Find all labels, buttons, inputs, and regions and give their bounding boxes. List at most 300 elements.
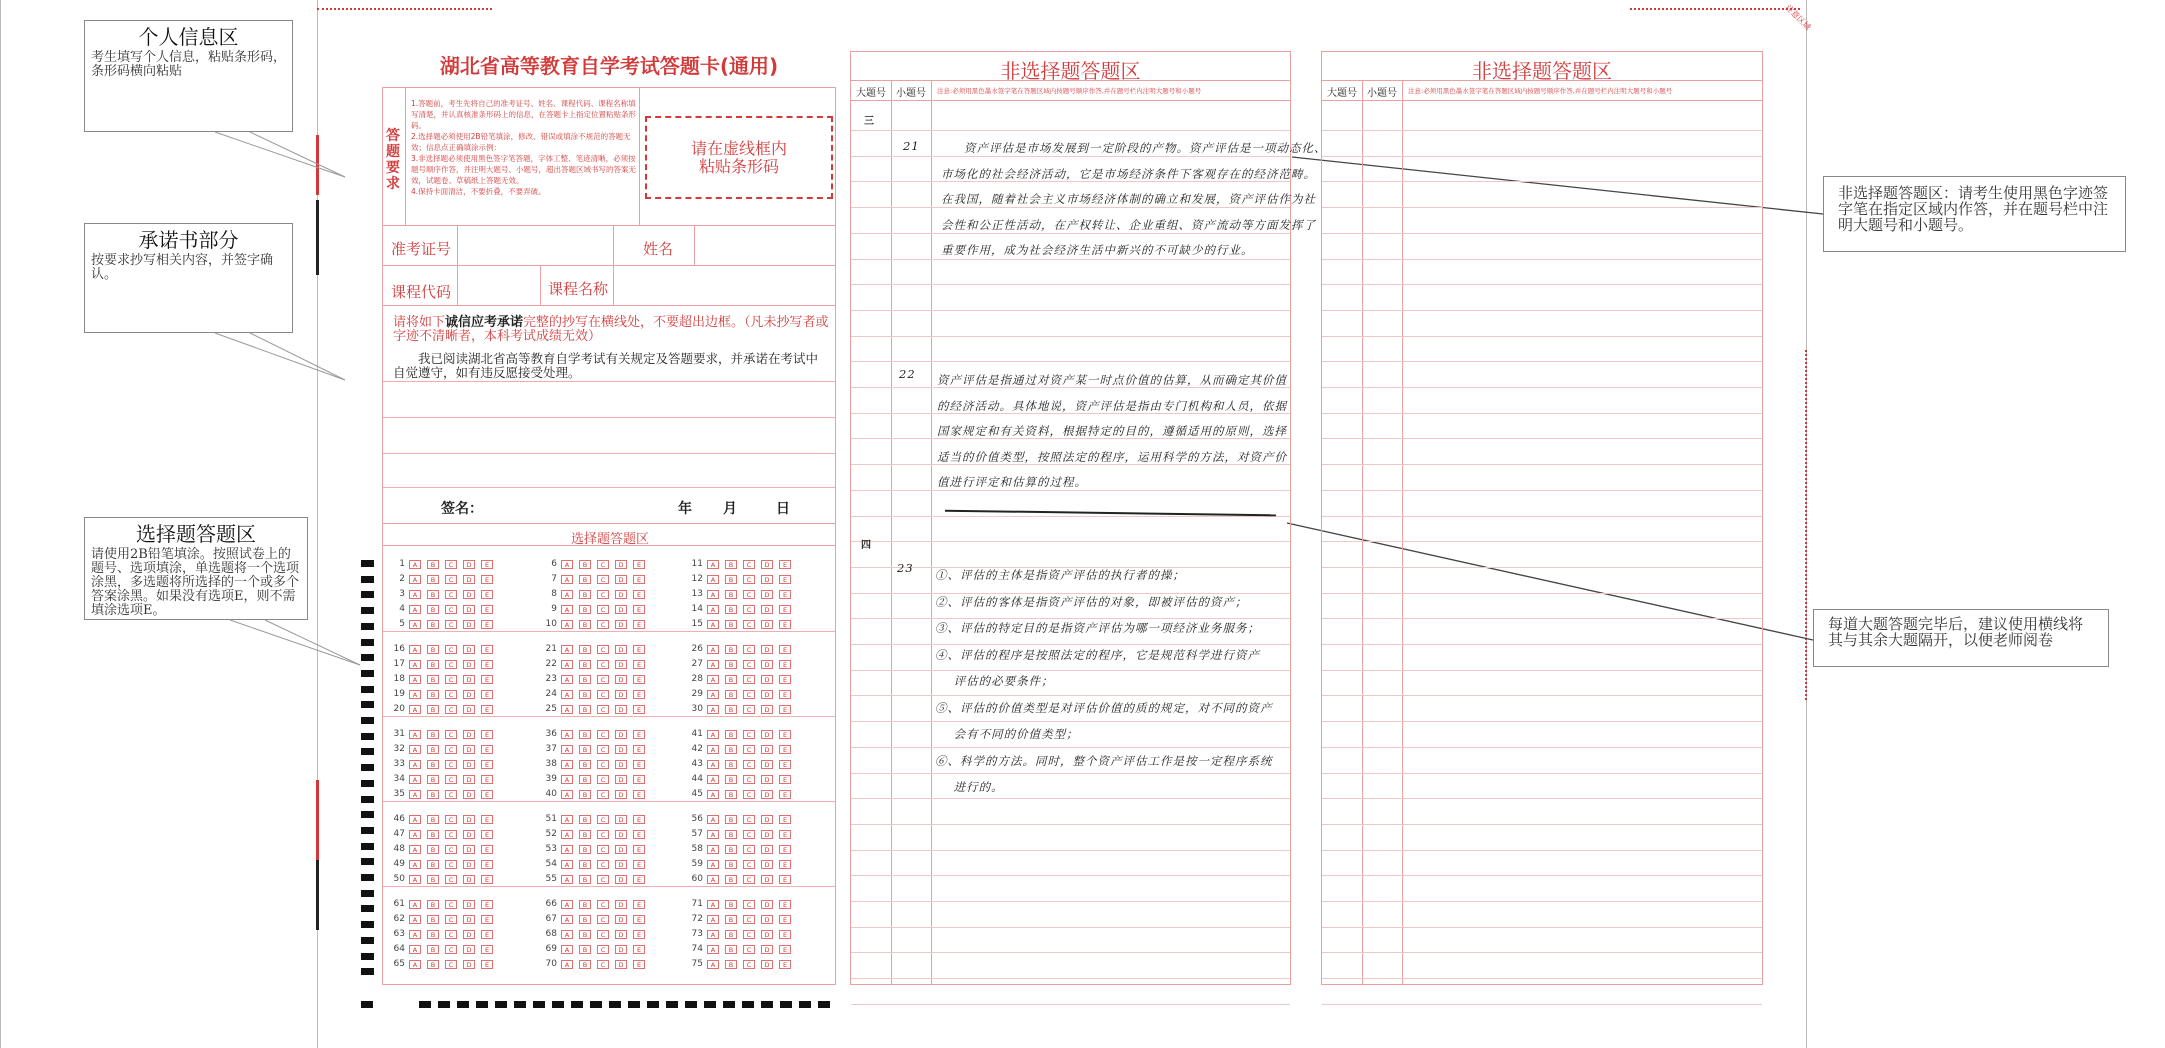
choice-bubble-b[interactable]: B <box>427 560 439 569</box>
choice-bubble-c[interactable]: C <box>445 860 457 869</box>
choice-bubble-b[interactable]: B <box>427 730 439 739</box>
choice-bubble-a[interactable]: A <box>409 620 421 629</box>
choice-bubble-c[interactable]: C <box>445 915 457 924</box>
choice-bubble-d[interactable]: D <box>761 760 773 769</box>
choice-bubble-c[interactable]: C <box>597 620 609 629</box>
choice-bubble-b[interactable]: B <box>579 845 591 854</box>
choice-bubble-b[interactable]: B <box>427 960 439 969</box>
choice-bubble-d[interactable]: D <box>463 900 475 909</box>
choice-bubble-d[interactable]: D <box>463 560 475 569</box>
choice-bubble-b[interactable]: B <box>725 775 737 784</box>
choice-bubble-b[interactable]: B <box>725 960 737 969</box>
choice-bubble-b[interactable]: B <box>579 930 591 939</box>
choice-bubble-d[interactable]: D <box>761 690 773 699</box>
choice-bubble-d[interactable]: D <box>615 730 627 739</box>
choice-bubble-a[interactable]: A <box>707 705 719 714</box>
choice-bubble-b[interactable]: B <box>579 575 591 584</box>
choice-bubble-b[interactable]: B <box>725 705 737 714</box>
choice-bubble-a[interactable]: A <box>561 960 573 969</box>
choice-bubble-b[interactable]: B <box>427 745 439 754</box>
choice-bubble-e[interactable]: E <box>481 815 493 824</box>
choice-bubble-a[interactable]: A <box>409 790 421 799</box>
choice-bubble-e[interactable]: E <box>633 560 645 569</box>
choice-bubble-a[interactable]: A <box>409 945 421 954</box>
choice-bubble-b[interactable]: B <box>427 760 439 769</box>
choice-bubble-c[interactable]: C <box>597 830 609 839</box>
choice-bubble-a[interactable]: A <box>409 560 421 569</box>
choice-bubble-c[interactable]: C <box>743 815 755 824</box>
choice-bubble-d[interactable]: D <box>761 960 773 969</box>
choice-bubble-b[interactable]: B <box>579 830 591 839</box>
choice-bubble-e[interactable]: E <box>633 845 645 854</box>
choice-bubble-a[interactable]: A <box>409 675 421 684</box>
choice-bubble-a[interactable]: A <box>707 960 719 969</box>
choice-bubble-c[interactable]: C <box>445 590 457 599</box>
choice-bubble-d[interactable]: D <box>463 945 475 954</box>
choice-bubble-d[interactable]: D <box>761 575 773 584</box>
choice-bubble-c[interactable]: C <box>445 660 457 669</box>
choice-bubble-d[interactable]: D <box>761 660 773 669</box>
choice-bubble-a[interactable]: A <box>707 645 719 654</box>
choice-bubble-b[interactable]: B <box>725 575 737 584</box>
choice-bubble-b[interactable]: B <box>579 945 591 954</box>
choice-bubble-c[interactable]: C <box>743 645 755 654</box>
choice-bubble-e[interactable]: E <box>633 915 645 924</box>
choice-bubble-c[interactable]: C <box>743 745 755 754</box>
choice-bubble-a[interactable]: A <box>561 690 573 699</box>
choice-bubble-c[interactable]: C <box>743 575 755 584</box>
choice-bubble-c[interactable]: C <box>597 705 609 714</box>
choice-bubble-d[interactable]: D <box>761 790 773 799</box>
choice-bubble-a[interactable]: A <box>561 945 573 954</box>
choice-bubble-a[interactable]: A <box>409 660 421 669</box>
choice-bubble-a[interactable]: A <box>707 790 719 799</box>
choice-bubble-a[interactable]: A <box>707 775 719 784</box>
choice-bubble-a[interactable]: A <box>409 730 421 739</box>
choice-bubble-e[interactable]: E <box>481 915 493 924</box>
choice-bubble-a[interactable]: A <box>707 590 719 599</box>
choice-bubble-e[interactable]: E <box>779 960 791 969</box>
choice-bubble-a[interactable]: A <box>707 760 719 769</box>
choice-bubble-b[interactable]: B <box>725 915 737 924</box>
choice-bubble-b[interactable]: B <box>579 915 591 924</box>
choice-bubble-c[interactable]: C <box>445 560 457 569</box>
choice-bubble-d[interactable]: D <box>615 815 627 824</box>
choice-bubble-e[interactable]: E <box>481 845 493 854</box>
choice-bubble-b[interactable]: B <box>725 860 737 869</box>
choice-bubble-c[interactable]: C <box>597 775 609 784</box>
choice-bubble-e[interactable]: E <box>779 930 791 939</box>
choice-bubble-e[interactable]: E <box>633 730 645 739</box>
choice-bubble-d[interactable]: D <box>615 575 627 584</box>
choice-bubble-c[interactable]: C <box>743 875 755 884</box>
choice-bubble-e[interactable]: E <box>481 690 493 699</box>
choice-bubble-a[interactable]: A <box>707 830 719 839</box>
choice-bubble-c[interactable]: C <box>445 675 457 684</box>
choice-bubble-c[interactable]: C <box>743 830 755 839</box>
choice-bubble-d[interactable]: D <box>761 860 773 869</box>
choice-bubble-c[interactable]: C <box>743 930 755 939</box>
choice-bubble-c[interactable]: C <box>597 690 609 699</box>
choice-bubble-e[interactable]: E <box>779 705 791 714</box>
choice-bubble-d[interactable]: D <box>761 745 773 754</box>
choice-bubble-d[interactable]: D <box>615 705 627 714</box>
choice-bubble-a[interactable]: A <box>409 900 421 909</box>
choice-bubble-e[interactable]: E <box>633 620 645 629</box>
choice-bubble-a[interactable]: A <box>707 605 719 614</box>
pledge-write-line-1[interactable] <box>387 384 833 414</box>
choice-bubble-b[interactable]: B <box>579 760 591 769</box>
choice-bubble-e[interactable]: E <box>633 900 645 909</box>
choice-bubble-a[interactable]: A <box>561 790 573 799</box>
choice-bubble-d[interactable]: D <box>615 790 627 799</box>
choice-bubble-a[interactable]: A <box>561 575 573 584</box>
choice-bubble-c[interactable]: C <box>597 730 609 739</box>
choice-bubble-b[interactable]: B <box>579 815 591 824</box>
choice-bubble-e[interactable]: E <box>633 660 645 669</box>
choice-bubble-d[interactable]: D <box>761 675 773 684</box>
choice-bubble-c[interactable]: C <box>597 590 609 599</box>
choice-bubble-b[interactable]: B <box>427 815 439 824</box>
choice-bubble-a[interactable]: A <box>561 675 573 684</box>
choice-bubble-e[interactable]: E <box>779 945 791 954</box>
choice-bubble-d[interactable]: D <box>615 945 627 954</box>
choice-bubble-a[interactable]: A <box>409 915 421 924</box>
choice-bubble-a[interactable]: A <box>561 620 573 629</box>
choice-bubble-d[interactable]: D <box>761 605 773 614</box>
choice-bubble-e[interactable]: E <box>779 830 791 839</box>
choice-bubble-e[interactable]: E <box>633 790 645 799</box>
choice-bubble-a[interactable]: A <box>409 960 421 969</box>
choice-bubble-c[interactable]: C <box>597 815 609 824</box>
choice-bubble-c[interactable]: C <box>743 675 755 684</box>
choice-bubble-b[interactable]: B <box>725 620 737 629</box>
choice-bubble-e[interactable]: E <box>779 860 791 869</box>
choice-bubble-a[interactable]: A <box>561 930 573 939</box>
choice-bubble-e[interactable]: E <box>633 830 645 839</box>
choice-bubble-a[interactable]: A <box>561 775 573 784</box>
choice-bubble-c[interactable]: C <box>597 915 609 924</box>
choice-bubble-a[interactable]: A <box>409 845 421 854</box>
choice-bubble-e[interactable]: E <box>779 900 791 909</box>
field-course-code-input[interactable] <box>459 268 539 302</box>
choice-bubble-d[interactable]: D <box>463 775 475 784</box>
choice-bubble-a[interactable]: A <box>409 775 421 784</box>
choice-bubble-d[interactable]: D <box>615 675 627 684</box>
choice-bubble-d[interactable]: D <box>463 645 475 654</box>
choice-bubble-a[interactable]: A <box>707 845 719 854</box>
choice-bubble-d[interactable]: D <box>761 590 773 599</box>
choice-bubble-c[interactable]: C <box>445 620 457 629</box>
choice-bubble-c[interactable]: C <box>743 915 755 924</box>
choice-bubble-b[interactable]: B <box>579 590 591 599</box>
choice-bubble-d[interactable]: D <box>761 845 773 854</box>
choice-bubble-d[interactable]: D <box>463 730 475 739</box>
choice-bubble-e[interactable]: E <box>633 675 645 684</box>
choice-bubble-d[interactable]: D <box>615 690 627 699</box>
choice-bubble-e[interactable]: E <box>779 845 791 854</box>
choice-bubble-c[interactable]: C <box>445 745 457 754</box>
choice-bubble-e[interactable]: E <box>633 945 645 954</box>
choice-bubble-e[interactable]: E <box>779 560 791 569</box>
choice-bubble-e[interactable]: E <box>779 660 791 669</box>
choice-bubble-c[interactable]: C <box>743 590 755 599</box>
choice-bubble-c[interactable]: C <box>597 960 609 969</box>
choice-bubble-d[interactable]: D <box>761 560 773 569</box>
choice-bubble-c[interactable]: C <box>597 675 609 684</box>
choice-bubble-e[interactable]: E <box>633 605 645 614</box>
choice-bubble-c[interactable]: C <box>743 620 755 629</box>
choice-bubble-c[interactable]: C <box>743 760 755 769</box>
choice-bubble-b[interactable]: B <box>427 945 439 954</box>
choice-bubble-a[interactable]: A <box>707 620 719 629</box>
choice-bubble-d[interactable]: D <box>761 815 773 824</box>
choice-bubble-a[interactable]: A <box>409 575 421 584</box>
choice-bubble-e[interactable]: E <box>779 605 791 614</box>
choice-bubble-b[interactable]: B <box>427 575 439 584</box>
choice-bubble-c[interactable]: C <box>445 775 457 784</box>
choice-bubble-d[interactable]: D <box>615 845 627 854</box>
choice-bubble-d[interactable]: D <box>463 815 475 824</box>
choice-bubble-b[interactable]: B <box>579 560 591 569</box>
choice-bubble-e[interactable]: E <box>779 745 791 754</box>
choice-bubble-b[interactable]: B <box>725 660 737 669</box>
choice-bubble-e[interactable]: E <box>481 945 493 954</box>
choice-bubble-b[interactable]: B <box>427 790 439 799</box>
choice-bubble-e[interactable]: E <box>481 830 493 839</box>
choice-bubble-b[interactable]: B <box>427 675 439 684</box>
choice-bubble-a[interactable]: A <box>561 590 573 599</box>
panel2-answer-area[interactable] <box>1404 102 1760 982</box>
choice-bubble-a[interactable]: A <box>707 560 719 569</box>
choice-bubble-a[interactable]: A <box>561 845 573 854</box>
choice-bubble-b[interactable]: B <box>427 605 439 614</box>
choice-bubble-d[interactable]: D <box>463 830 475 839</box>
choice-bubble-e[interactable]: E <box>481 745 493 754</box>
choice-bubble-c[interactable]: C <box>743 690 755 699</box>
choice-bubble-d[interactable]: D <box>761 900 773 909</box>
choice-bubble-b[interactable]: B <box>579 730 591 739</box>
choice-bubble-c[interactable]: C <box>445 730 457 739</box>
choice-bubble-a[interactable]: A <box>561 560 573 569</box>
choice-bubble-b[interactable]: B <box>427 900 439 909</box>
choice-bubble-d[interactable]: D <box>761 620 773 629</box>
choice-bubble-a[interactable]: A <box>707 690 719 699</box>
choice-bubble-d[interactable]: D <box>463 690 475 699</box>
choice-bubble-d[interactable]: D <box>761 915 773 924</box>
choice-bubble-c[interactable]: C <box>445 960 457 969</box>
choice-bubble-d[interactable]: D <box>615 605 627 614</box>
choice-bubble-b[interactable]: B <box>725 590 737 599</box>
choice-bubble-a[interactable]: A <box>409 860 421 869</box>
choice-bubble-a[interactable]: A <box>561 660 573 669</box>
choice-bubble-d[interactable]: D <box>463 660 475 669</box>
choice-bubble-e[interactable]: E <box>633 645 645 654</box>
choice-bubble-c[interactable]: C <box>597 930 609 939</box>
choice-bubble-b[interactable]: B <box>427 645 439 654</box>
choice-bubble-b[interactable]: B <box>579 690 591 699</box>
choice-bubble-c[interactable]: C <box>743 730 755 739</box>
choice-bubble-e[interactable]: E <box>481 875 493 884</box>
choice-bubble-d[interactable]: D <box>761 775 773 784</box>
choice-bubble-d[interactable]: D <box>463 930 475 939</box>
choice-bubble-c[interactable]: C <box>445 705 457 714</box>
choice-bubble-b[interactable]: B <box>725 900 737 909</box>
choice-bubble-e[interactable]: E <box>779 875 791 884</box>
choice-bubble-c[interactable]: C <box>445 815 457 824</box>
choice-bubble-a[interactable]: A <box>707 945 719 954</box>
choice-bubble-e[interactable]: E <box>779 730 791 739</box>
choice-bubble-b[interactable]: B <box>725 790 737 799</box>
choice-bubble-e[interactable]: E <box>481 660 493 669</box>
choice-bubble-d[interactable]: D <box>463 915 475 924</box>
answer-22[interactable] <box>937 368 1287 496</box>
choice-bubble-d[interactable]: D <box>463 860 475 869</box>
choice-bubble-a[interactable]: A <box>409 815 421 824</box>
choice-bubble-a[interactable]: A <box>561 730 573 739</box>
choice-bubble-e[interactable]: E <box>481 675 493 684</box>
choice-bubble-d[interactable]: D <box>463 760 475 769</box>
choice-bubble-a[interactable]: A <box>707 930 719 939</box>
choice-bubble-a[interactable]: A <box>707 575 719 584</box>
choice-bubble-b[interactable]: B <box>725 675 737 684</box>
choice-bubble-c[interactable]: C <box>445 875 457 884</box>
choice-bubble-e[interactable]: E <box>779 760 791 769</box>
choice-bubble-b[interactable]: B <box>725 930 737 939</box>
choice-bubble-a[interactable]: A <box>409 830 421 839</box>
choice-bubble-a[interactable]: A <box>707 915 719 924</box>
choice-bubble-e[interactable]: E <box>481 960 493 969</box>
choice-bubble-e[interactable]: E <box>481 930 493 939</box>
choice-bubble-c[interactable]: C <box>597 645 609 654</box>
choice-bubble-e[interactable]: E <box>633 860 645 869</box>
choice-bubble-c[interactable]: C <box>597 575 609 584</box>
choice-bubble-b[interactable]: B <box>579 605 591 614</box>
choice-bubble-e[interactable]: E <box>779 690 791 699</box>
choice-bubble-a[interactable]: A <box>707 900 719 909</box>
choice-bubble-d[interactable]: D <box>615 930 627 939</box>
choice-bubble-b[interactable]: B <box>579 745 591 754</box>
choice-bubble-e[interactable]: E <box>779 775 791 784</box>
choice-bubble-c[interactable]: C <box>743 860 755 869</box>
choice-bubble-b[interactable]: B <box>427 705 439 714</box>
choice-bubble-b[interactable]: B <box>579 860 591 869</box>
choice-bubble-e[interactable]: E <box>481 730 493 739</box>
choice-bubble-c[interactable]: C <box>743 705 755 714</box>
choice-bubble-b[interactable]: B <box>579 960 591 969</box>
choice-bubble-b[interactable]: B <box>427 660 439 669</box>
choice-bubble-a[interactable]: A <box>707 860 719 869</box>
choice-bubble-e[interactable]: E <box>481 860 493 869</box>
choice-bubble-c[interactable]: C <box>597 760 609 769</box>
choice-bubble-a[interactable]: A <box>409 930 421 939</box>
choice-bubble-e[interactable]: E <box>779 620 791 629</box>
choice-bubble-a[interactable]: A <box>561 815 573 824</box>
choice-bubble-e[interactable]: E <box>481 645 493 654</box>
choice-bubble-a[interactable]: A <box>409 705 421 714</box>
choice-bubble-b[interactable]: B <box>427 915 439 924</box>
choice-bubble-a[interactable]: A <box>707 745 719 754</box>
choice-bubble-c[interactable]: C <box>597 945 609 954</box>
choice-bubble-b[interactable]: B <box>725 730 737 739</box>
choice-bubble-c[interactable]: C <box>445 690 457 699</box>
choice-bubble-d[interactable]: D <box>615 745 627 754</box>
choice-bubble-e[interactable]: E <box>633 875 645 884</box>
choice-bubble-b[interactable]: B <box>579 705 591 714</box>
choice-bubble-a[interactable]: A <box>561 860 573 869</box>
choice-bubble-a[interactable]: A <box>707 675 719 684</box>
choice-bubble-a[interactable]: A <box>561 830 573 839</box>
choice-bubble-c[interactable]: C <box>597 660 609 669</box>
choice-bubble-a[interactable]: A <box>707 815 719 824</box>
choice-bubble-d[interactable]: D <box>615 860 627 869</box>
answer-23[interactable] <box>935 562 1285 801</box>
choice-bubble-a[interactable]: A <box>561 900 573 909</box>
choice-bubble-b[interactable]: B <box>725 815 737 824</box>
pledge-write-line-2[interactable] <box>387 420 833 450</box>
choice-bubble-b[interactable]: B <box>725 645 737 654</box>
choice-bubble-d[interactable]: D <box>761 730 773 739</box>
choice-bubble-e[interactable]: E <box>481 760 493 769</box>
choice-bubble-a[interactable]: A <box>561 915 573 924</box>
choice-bubble-d[interactable]: D <box>615 620 627 629</box>
choice-bubble-b[interactable]: B <box>427 775 439 784</box>
choice-bubble-c[interactable]: C <box>597 605 609 614</box>
choice-bubble-a[interactable]: A <box>561 645 573 654</box>
choice-bubble-e[interactable]: E <box>779 915 791 924</box>
choice-bubble-d[interactable]: D <box>615 760 627 769</box>
choice-bubble-c[interactable]: C <box>445 605 457 614</box>
choice-bubble-b[interactable]: B <box>579 645 591 654</box>
choice-bubble-e[interactable]: E <box>779 675 791 684</box>
choice-bubble-e[interactable]: E <box>779 645 791 654</box>
choice-bubble-d[interactable]: D <box>463 790 475 799</box>
choice-bubble-a[interactable]: A <box>409 745 421 754</box>
choice-bubble-a[interactable]: A <box>561 760 573 769</box>
choice-bubble-b[interactable]: B <box>579 875 591 884</box>
choice-bubble-e[interactable]: E <box>633 815 645 824</box>
choice-bubble-c[interactable]: C <box>743 845 755 854</box>
choice-bubble-b[interactable]: B <box>725 830 737 839</box>
choice-bubble-b[interactable]: B <box>725 875 737 884</box>
choice-bubble-b[interactable]: B <box>725 945 737 954</box>
sign-input[interactable] <box>493 493 653 519</box>
choice-bubble-b[interactable]: B <box>427 845 439 854</box>
choice-bubble-a[interactable]: A <box>409 645 421 654</box>
choice-bubble-d[interactable]: D <box>761 830 773 839</box>
choice-bubble-c[interactable]: C <box>743 900 755 909</box>
choice-bubble-e[interactable]: E <box>481 705 493 714</box>
choice-bubble-e[interactable]: E <box>481 790 493 799</box>
choice-bubble-d[interactable]: D <box>463 620 475 629</box>
choice-bubble-c[interactable]: C <box>743 775 755 784</box>
choice-bubble-e[interactable]: E <box>633 575 645 584</box>
choice-bubble-c[interactable]: C <box>743 660 755 669</box>
choice-bubble-c[interactable]: C <box>597 845 609 854</box>
choice-bubble-c[interactable]: C <box>445 575 457 584</box>
choice-bubble-e[interactable]: E <box>779 575 791 584</box>
choice-bubble-a[interactable]: A <box>707 660 719 669</box>
choice-bubble-c[interactable]: C <box>743 960 755 969</box>
choice-bubble-a[interactable]: A <box>561 745 573 754</box>
choice-bubble-d[interactable]: D <box>615 900 627 909</box>
choice-bubble-e[interactable]: E <box>779 790 791 799</box>
field-course-name-input[interactable] <box>616 268 833 302</box>
choice-bubble-d[interactable]: D <box>615 775 627 784</box>
choice-bubble-c[interactable]: C <box>445 760 457 769</box>
answer-21[interactable] <box>941 136 1327 264</box>
choice-bubble-b[interactable]: B <box>579 620 591 629</box>
